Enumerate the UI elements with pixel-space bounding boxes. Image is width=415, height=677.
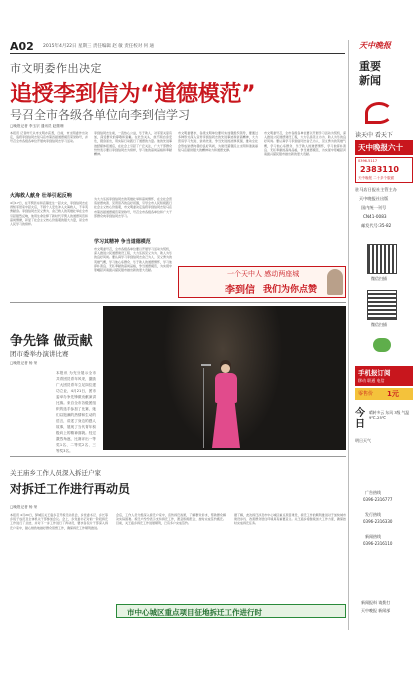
microphone-stand <box>203 368 204 448</box>
lead-body-6: 市文明委要求，各级文明单位要切实加强组织领导，要通过多种形式深入宣传李到信同志的先进事迹和崇高精神，大力营造学习先进、崇尚先进、争当先进的浓厚氛围，推动全社会形成崇德向善的良好风尚，为建设富强民主文明和谐美丽驻马店提供强大的精神动力和道德支撑。 <box>178 131 258 152</box>
mid-headline: 争先锋 做贡献 <box>10 334 93 349</box>
lead-body-4: 为大力弘扬李到信同志的英雄壮举和高尚情怀，在全社会营造崇德向善、见贤思齐的良好氛围，引导全市人民积极践行社会主义核心价值观，市文明委决定追授李到信同志驻马店市第四届道德模范荣誉称号，号召全市各级各单位和广大干部群众向李到信同志学习。 <box>94 197 173 218</box>
masthead <box>10 40 345 54</box>
ad-box <box>355 140 413 155</box>
mid-byline: □晚报记者 杨 荣 <box>10 361 38 365</box>
page-code: A02 <box>10 40 34 53</box>
mid-subhead: 团市委举办演讲比赛 <box>10 350 69 358</box>
wechat-icon <box>373 338 391 352</box>
bottom-headline: 对拆迁工作进行再动员 <box>10 482 131 496</box>
date-info: 2015年4月22日 星期三 责任编辑 赵 敏 责任校对 何 通 <box>43 44 155 49</box>
speaker-figure <box>209 360 243 448</box>
sidebar-nav: 读天中 看天下 <box>355 132 393 139</box>
qr-code-1[interactable] <box>367 244 397 274</box>
footer-4: 0396-2316330 <box>363 519 393 524</box>
sidebar-divider <box>348 40 349 630</box>
lead-byline: □晚报记者 李玉宗 通讯员 赵继珊 <box>10 124 64 128</box>
banner-name: 李到信 <box>225 285 255 296</box>
bottom-byline: □晚报记者 杨 荣 <box>10 505 38 509</box>
info-1: 驻马店日报社主管主办 <box>355 187 397 192</box>
footer-1: 广告热线 <box>365 490 381 495</box>
footer-8: 天中晚报 新闻部 <box>361 608 391 613</box>
lead-subtitle-2: 学习其精神 争当道德模范 <box>94 239 151 245</box>
info-5: 邮发代号:35-82 <box>361 223 392 228</box>
lead-subhead: 号召全市各级各单位向李到信学习 <box>10 108 191 122</box>
stage-photo <box>103 306 346 450</box>
lead-body-3: 李到信同志生前，一直热心公益，乐于助人，对邻里关爱有加，深受群众的尊敬和爱戴。在危急关头，他不顾自身安危，挺身而出，用实际行动践行了道德的力量。他的先进事迹经媒体报道后，在社会上引起了广泛关注，广大干部群众纷纷表示要以李到信同志为榜样，学习他的高尚品格和奉献精神。 <box>94 131 173 157</box>
footer-banner <box>116 604 346 618</box>
lead-headline: 追授李到信为“道德模范” <box>10 82 256 107</box>
weather-day: 今日 <box>355 408 365 430</box>
ad-title: 天中晚报六十 <box>358 143 403 152</box>
divider-2 <box>10 456 346 457</box>
price-banner <box>355 388 413 400</box>
phone-banner-text: 手机报订阅 <box>358 369 391 377</box>
footer-banner-text: 市中心城区重点项目征地拆迁工作进行时 <box>127 608 262 617</box>
qr-label-1: 微信扫描 <box>371 276 387 281</box>
ad-tagline: 天中晚报 二十多个版面 <box>358 176 395 180</box>
sidebar <box>351 0 415 677</box>
price-label: 零售价 <box>358 391 374 397</box>
lead-subtitle-1: 火海救人献身 壮举引起反响 <box>10 193 72 199</box>
lead-body-5: 市文明委号召，全市各级各单位要以开展学习活动为契机，深入推进公民道德建设工程，大力弘扬见义为为、助人为乐的良好风尚。要认真学习李到信同志舍己为人、见义勇为的英雄气概，学习他心系群众、乐于助人的道德情怀，学习他淳朴善良、无私奉献的高尚品格，争当道德模范，为实现中原崛起河南振兴富民强市做出新的更大贡献。 <box>94 247 173 273</box>
phone-banner <box>355 366 413 386</box>
footer-7: 新闻报料 请拨打 <box>361 600 391 605</box>
bottom-body-2: 会后，工作人员分组深入拆迁户家中，宣传拆迁政策，了解群众诉求，帮助群众解决实际困难。拆迁户纷纷表示支持拆迁工作，愿意积极配合，按时完成签约搬迁。目前，关王庙乡拆迁工作进展顺利，已有多户完成签约。 <box>116 513 226 526</box>
bottom-body-1: 本报讯 4月20日，驿城区关王庙乡召开拆迁动员会，乡党委书记、乡长等乡班子成员及全体机关干部参加会议。会上，乡党委书记对前一阶段拆迁工作进行了总结，并对下一步工作进行了再动员，要求各包片干部深入拆迁户家中，耐心细致地做好群众思想工作，确保拆迁工作顺利推进。 <box>10 513 108 530</box>
lead-body-1: 本报讯 记者昨天从市文明办获悉，日前，市文明委作出决定，追授李到信同志驻马店市第四届道德模范荣誉称号，并号召全市各级各单位开展向李到信同志学习活动。 <box>10 131 89 144</box>
banner-slogan: 我们为你点赞 <box>263 285 318 295</box>
price-value: 1元 <box>387 390 399 398</box>
info-3: 国内统一刊号 <box>361 205 387 210</box>
swirl-logo-icon <box>365 102 393 124</box>
divider <box>10 302 346 303</box>
ad-number: 2383110 <box>360 165 399 174</box>
qr-code-2[interactable] <box>367 290 397 320</box>
lead-kicker: 市文明委作出决定 <box>10 62 102 75</box>
footer-6: 0396-2316110 <box>363 541 393 546</box>
lead-body-7: 市文明委号召，全市各级各单位要以开展学习活动为契机，深入推进公民道德建设工程，大力弘扬见义为为、助人为乐的良好风尚。要认真学习李到信同志舍己为人、见义勇为的英雄气概，学习他心系群众、乐于助人的道德情怀，学习他淳朴善良、无私奉献的高尚品格，争当道德模范，为实现中原崛起河南振兴富民强市做出新的更大贡献。 <box>264 131 346 157</box>
bottom-body-3: 据了解，此次拆迁涉及市中心城区重点项目建设，拆迁工作的顺利推进对于加快城市建设步伐、改善群众居住环境具有重要意义。关王庙乡将继续加大工作力度，确保按时完成拆迁任务。 <box>234 513 346 526</box>
microphone-icon <box>201 364 211 366</box>
weather-text: 晴转多云 东风 3级 气温 9℃-25℃ <box>369 410 410 420</box>
footer-3: 发行热线 <box>365 512 381 517</box>
ad-phone-box <box>355 157 413 183</box>
section-label: 重要 新闻 <box>359 60 381 87</box>
footer-5: 新闻热线 <box>365 534 381 539</box>
footer-2: 0396-2316777 <box>363 497 393 502</box>
tribute-banner <box>178 266 346 298</box>
bottom-kicker: 关王庙乡工作人员深入拆迁户家 <box>10 469 101 477</box>
forecast-title: 明日天气 <box>355 438 371 443</box>
portrait-icon <box>327 269 343 295</box>
phone-sub: 移动 联通 电信 <box>358 378 385 383</box>
info-4: CN41-0083 <box>363 214 387 219</box>
banner-line1: 一个天中人 感动两座城 <box>227 270 300 278</box>
ad-phone: 0396-5117 <box>358 159 378 163</box>
mid-body: 本报讯 为充分展示全市共青团员青年风采，激励广大团员青年立足岗位建功立业，4月21日，团市委举办争先锋做贡献演讲比赛。来自全市各级团组织的选手参加了比赛，她们以饱满的热情和生动的语言，讲述了身边的感人故事，展现了当代青年积极向上的精神面貌。经过激烈角逐，比赛评出一等奖1名、二等奖2名、三等奖3名。 <box>56 371 96 453</box>
logo: 天中晚报 <box>359 41 391 50</box>
lead-body-2: 4月17日，在平舆县东和店镇发生一起火灾，李到信同志在得知邻居家中起火后，不顾个人安危冲入火海救人，不幸英勇献身。李到信同志见义勇为、舍己救人的英雄壮举在全市引起强烈反响，他用生命诠释了新时代平舆人的道德风范和高尚情操，彰显了社会主义核心价值观的强大力量，是全市人民学习的榜样。 <box>10 201 89 227</box>
qr-label-2: 微信扫描 <box>371 322 387 327</box>
info-2: 天中晚报社出版 <box>359 196 389 201</box>
